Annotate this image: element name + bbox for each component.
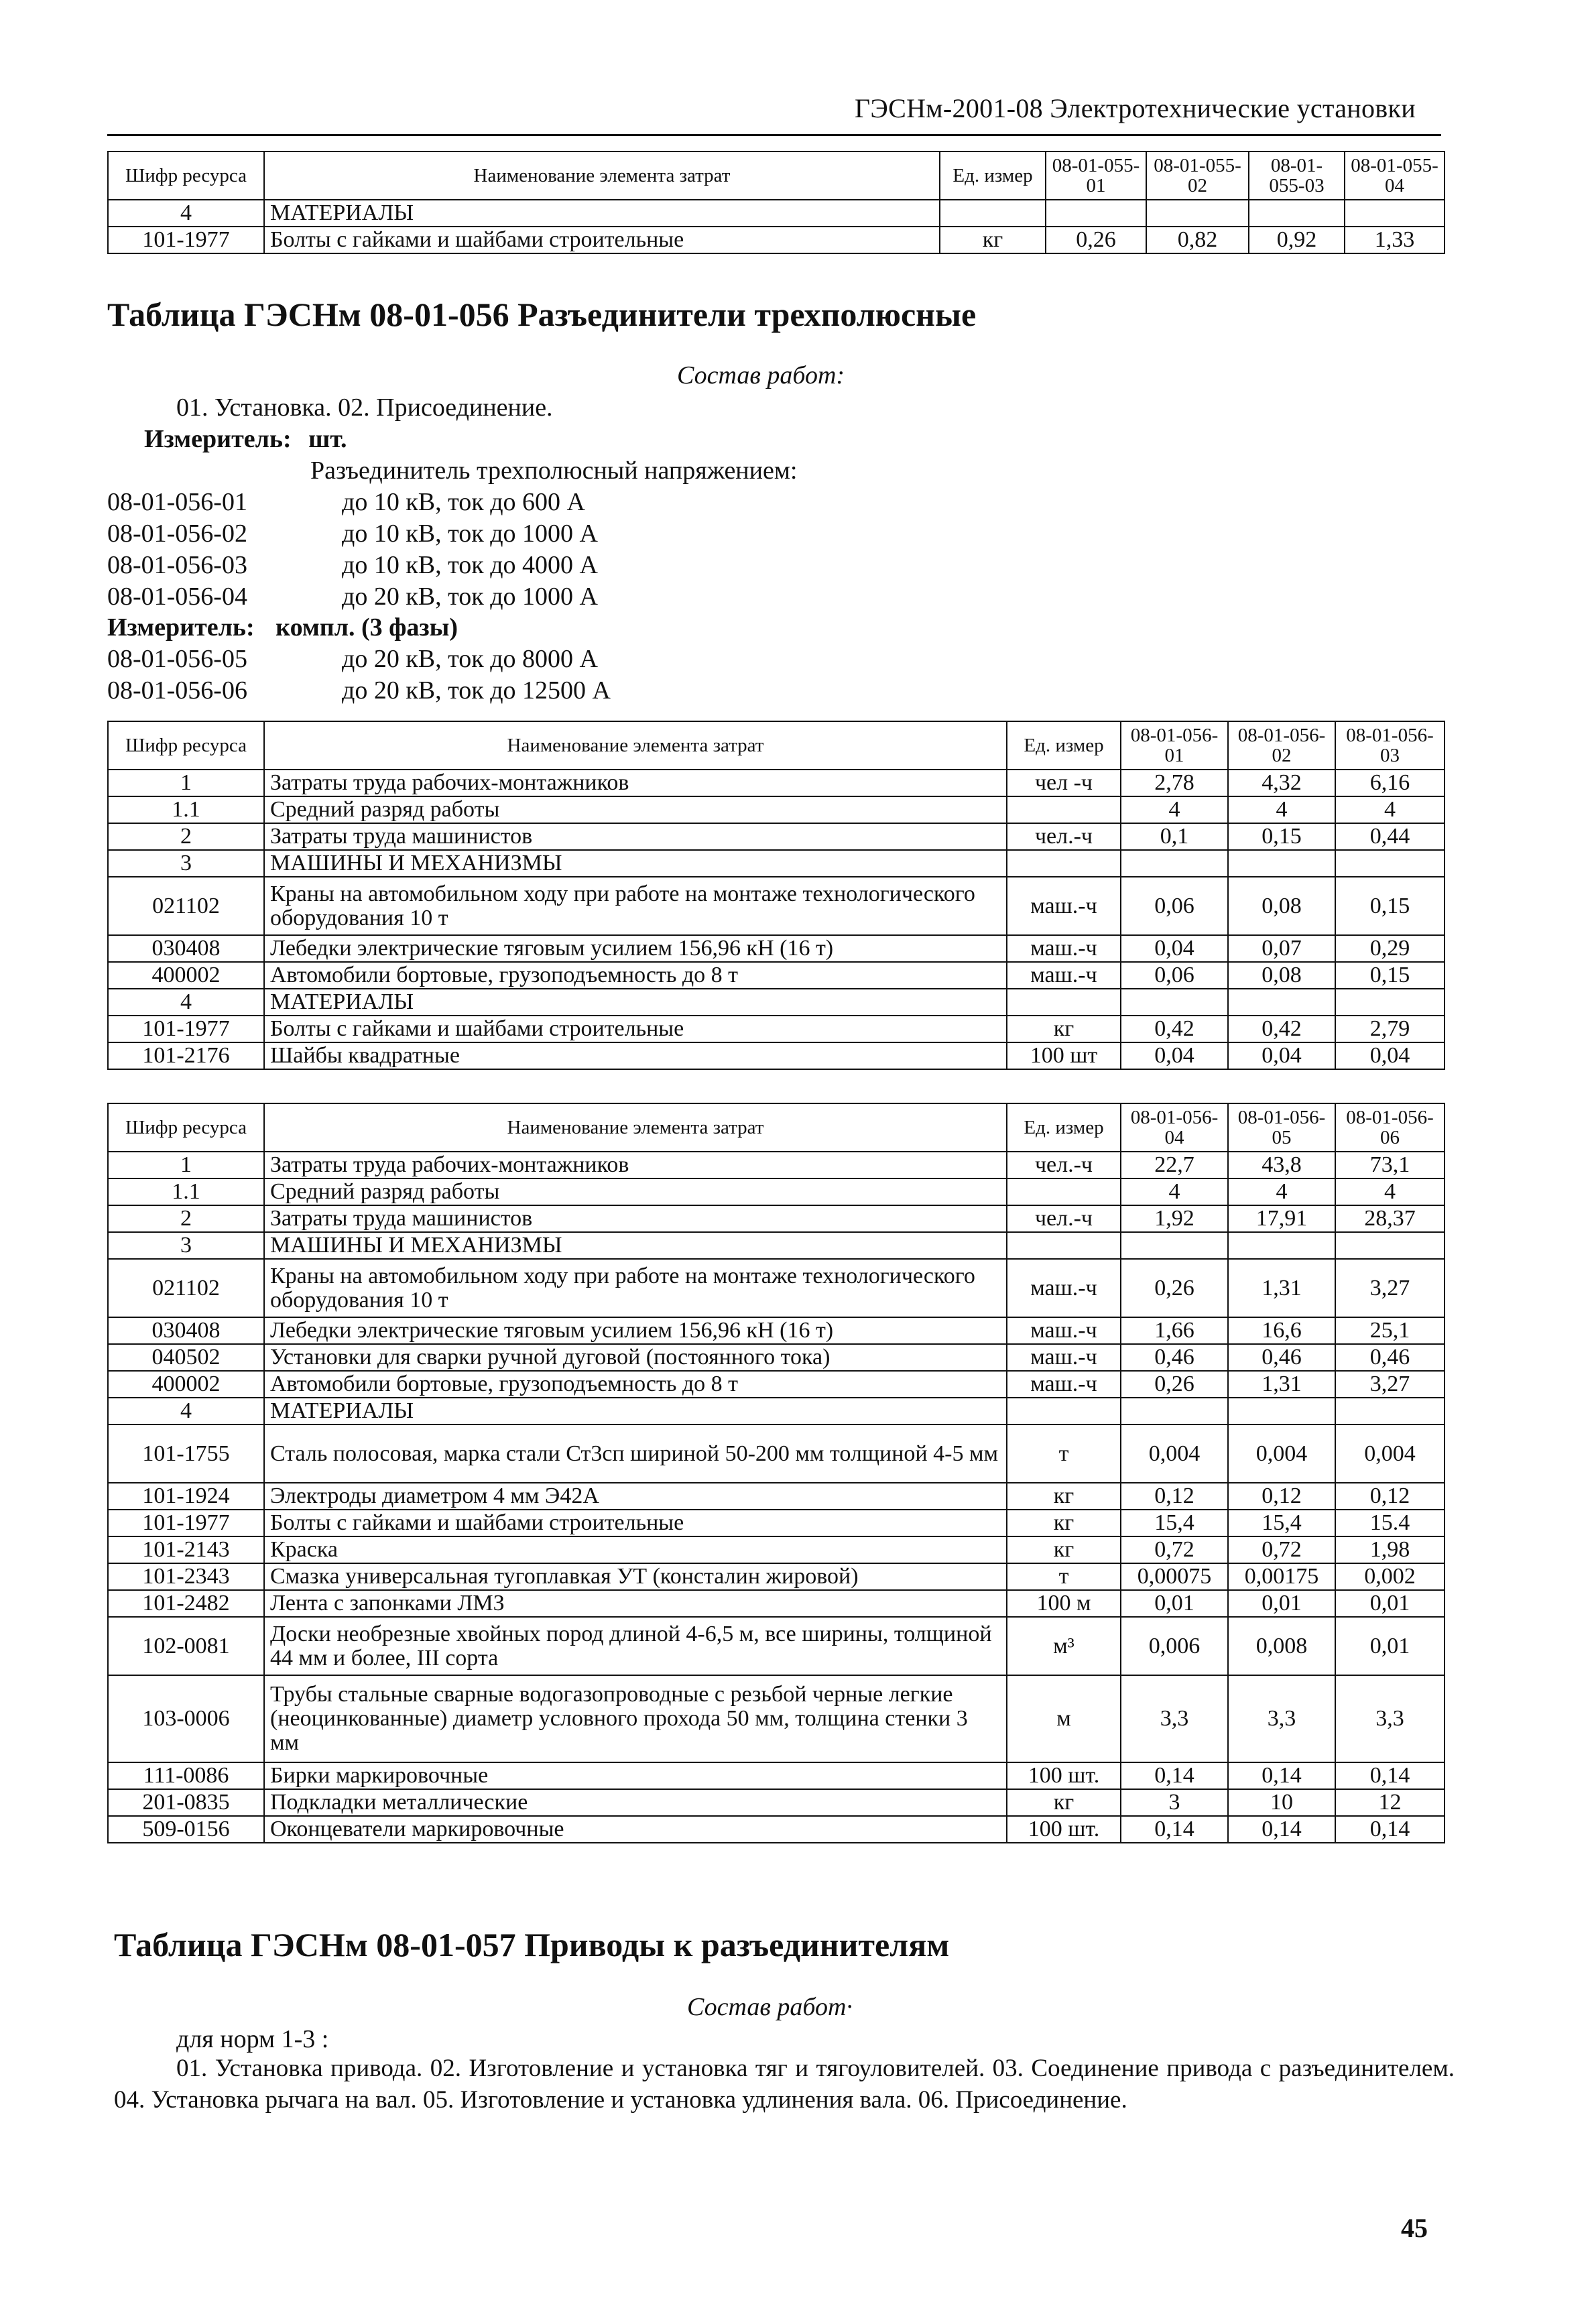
resource-code: 101-1977 [108,1016,264,1042]
table-row [108,823,1445,850]
col-header-unit: Ед. измер [1007,721,1121,770]
value-cell: 0,01 [1335,1617,1445,1675]
unit-cell: кг [1007,1789,1121,1816]
unit-cell: кг [1007,1483,1121,1510]
value-cell: 0,42 [1121,1016,1228,1042]
cost-item-name: Лебедки электрические тяговым усилием 156,96 кН (16 т) [264,935,1007,962]
unit-cell: кг [1007,1510,1121,1536]
table-row [108,935,1445,962]
col-header-name: Наименование элемента затрат [264,721,1007,770]
value-cell: 4,32 [1228,770,1335,796]
value-cell: 0,46 [1335,1344,1445,1371]
table-055 [107,151,1445,254]
section-row [108,989,1445,1016]
value-cell: 17,91 [1228,1205,1335,1232]
value-cell: 3,3 [1228,1675,1335,1762]
meter-row-1 [144,424,347,454]
section-row [108,200,1445,227]
norms-label-057: для норм 1-3 : [176,2025,329,2053]
value-cell [1345,200,1445,227]
composition-heading-057: Состав работ· [687,1993,853,2021]
resource-code: 4 [108,989,264,1016]
meter-label: Измеритель: [144,425,292,453]
resource-code: 3 [108,850,264,877]
value-cell: 22,7 [1121,1152,1228,1178]
unit-cell [1007,850,1121,877]
resource-code: 030408 [108,935,264,962]
value-cell: 0,07 [1228,935,1335,962]
norm-list-item [107,676,611,705]
value-cell: 0,14 [1335,1762,1445,1789]
value-cell: 1,98 [1335,1536,1445,1563]
value-cell: 0,14 [1335,1816,1445,1843]
resource-code: 101-2343 [108,1563,264,1590]
unit-cell: м [1007,1675,1121,1762]
resource-code: 101-2176 [108,1042,264,1069]
table-row [108,962,1445,989]
value-cell [1146,200,1249,227]
value-cell: 0,004 [1335,1424,1445,1483]
col-header-norm: 08-01-056-03 [1335,721,1445,770]
value-cell: 1,92 [1121,1205,1228,1232]
value-cell: 3,3 [1121,1675,1228,1762]
resource-code: 1.1 [108,1178,264,1205]
col-header-code: Шифр ресурса [108,1103,264,1152]
resource-code: 3 [108,1232,264,1259]
col-header-unit: Ед. измер [940,151,1046,200]
norm-code: 08-01-056-01 [107,488,247,516]
cost-item-name: Трубы стальные сварные водогазопроводные с резьбой черные легкие (неоцинкованные) диаметр условного прохода 50 мм, толщина стенки 3 мм [264,1675,1007,1762]
value-cell: 0,92 [1249,227,1345,253]
value-cell: 0,12 [1228,1483,1335,1510]
resource-code: 101-1977 [108,1510,264,1536]
unit-cell [1007,1398,1121,1424]
norm-code: 08-01-056-03 [107,551,247,579]
value-cell: 6,16 [1335,770,1445,796]
value-cell: 3,27 [1335,1371,1445,1398]
value-cell: 0,12 [1121,1483,1228,1510]
cost-item-name: Лебедки электрические тяговым усилием 156,96 кН (16 т) [264,1317,1007,1344]
resource-code: 030408 [108,1317,264,1344]
unit-cell: чел.-ч [1007,1205,1121,1232]
value-cell: 0,82 [1146,227,1249,253]
col-header-norm: 08-01-056-05 [1228,1103,1335,1152]
norm-intro: Разъединитель трехполюсный напряжением: [310,457,798,485]
resource-code: 400002 [108,1371,264,1398]
resource-code: 021102 [108,1259,264,1317]
value-cell: 0,06 [1121,877,1228,935]
norm-description: до 20 кВ, ток до 12500 А [342,676,611,705]
meter-value-2: компл. (3 фазы) [275,613,458,642]
table-row [108,1317,1445,1344]
unit-cell: маш.-ч [1007,1317,1121,1344]
table-row [108,1563,1445,1590]
value-cell: 0,44 [1335,823,1445,850]
cost-item-name: Электроды диаметром 4 мм Э42А [264,1483,1007,1510]
value-cell: 0,1 [1121,823,1228,850]
value-cell: 0,26 [1121,1259,1228,1317]
value-cell: 15.4 [1335,1510,1445,1536]
table-row [108,227,1445,253]
unit-cell: маш.-ч [1007,962,1121,989]
resource-code: 1 [108,1152,264,1178]
table-row [108,1259,1445,1317]
value-cell [1335,989,1445,1016]
unit-cell: 100 шт [1007,1042,1121,1069]
unit-cell: кг [940,227,1046,253]
cost-item-name: Автомобили бортовые, грузоподъемность до 8 т [264,962,1007,989]
value-cell: 0,14 [1228,1816,1335,1843]
cost-item-name: Оконцеватели маркировочные [264,1816,1007,1843]
cost-item-name: Затраты труда машинистов [264,1205,1007,1232]
cost-item-name: Болты с гайками и шайбами строительные [264,1510,1007,1536]
value-cell [1121,1232,1228,1259]
unit-cell: 100 м [1007,1590,1121,1617]
value-cell: 4 [1121,796,1228,823]
value-cell: 0,08 [1228,962,1335,989]
resource-code: 101-1755 [108,1424,264,1483]
cost-item-name: Краны на автомобильном ходу при работе на монтаже технологического оборудования 10 т [264,1259,1007,1317]
unit-cell: кг [1007,1536,1121,1563]
section-heading: МАТЕРИАЛЫ [264,1398,1007,1424]
unit-cell: чел.-ч [1007,1152,1121,1178]
cost-item-name: Бирки маркировочные [264,1762,1007,1789]
col-header-norm: 08-01-056-06 [1335,1103,1445,1152]
cost-item-name: Смазка универсальная тугоплавкая УТ (консталин жировой) [264,1563,1007,1590]
table-056-a [107,721,1445,1070]
value-cell: 1,66 [1121,1317,1228,1344]
resource-code: 101-2482 [108,1590,264,1617]
value-cell: 0,06 [1121,962,1228,989]
section-row [108,1398,1445,1424]
value-cell: 0,002 [1335,1563,1445,1590]
cost-item-name: Лента с запонками ЛМЗ [264,1590,1007,1617]
col-header-norm: 08-01-055-02 [1146,151,1249,200]
value-cell: 73,1 [1335,1152,1445,1178]
value-cell: 4 [1335,796,1445,823]
meter-row-2 [107,613,458,642]
value-cell: 43,8 [1228,1152,1335,1178]
norm-description: до 10 кВ, ток до 1000 А [342,520,598,548]
value-cell: 1,31 [1228,1259,1335,1317]
cost-item-name: Подкладки металлические [264,1789,1007,1816]
resource-code: 509-0156 [108,1816,264,1843]
value-cell: 0,42 [1228,1016,1335,1042]
section-heading: МАШИНЫ И МЕХАНИЗМЫ [264,850,1007,877]
meter-value-1: шт. [308,425,347,453]
resource-code: 102-0081 [108,1617,264,1675]
value-cell: 0,01 [1121,1590,1228,1617]
col-header-code: Шифр ресурса [108,721,264,770]
norm-code: 08-01-056-06 [107,676,247,705]
unit-cell: чел.-ч [1007,823,1121,850]
col-header-norm: 08-01-055-01 [1046,151,1146,200]
value-cell: 16,6 [1228,1317,1335,1344]
norm-list-item [107,582,598,611]
value-cell [1121,850,1228,877]
table-row [108,1152,1445,1178]
resource-code: 1.1 [108,796,264,823]
unit-cell [1007,989,1121,1016]
resource-code: 111-0086 [108,1762,264,1789]
value-cell: 0,04 [1121,935,1228,962]
cost-item-name: Установки для сварки ручной дуговой (постоянного тока) [264,1344,1007,1371]
value-cell: 0,14 [1121,1762,1228,1789]
value-cell [1046,200,1146,227]
unit-cell: маш.-ч [1007,935,1121,962]
value-cell: 0,26 [1046,227,1146,253]
section-heading: МАТЕРИАЛЫ [264,989,1007,1016]
unit-cell: маш.-ч [1007,1371,1121,1398]
resource-code: 1 [108,770,264,796]
value-cell: 0,08 [1228,877,1335,935]
value-cell: 1,31 [1228,1371,1335,1398]
unit-cell: 100 шт. [1007,1762,1121,1789]
section-row [108,850,1445,877]
resource-code: 2 [108,1205,264,1232]
table-row [108,1178,1445,1205]
value-cell [1335,850,1445,877]
cost-item-name: Шайбы квадратные [264,1042,1007,1069]
value-cell [1121,989,1228,1016]
value-cell: 12 [1335,1789,1445,1816]
norm-list-item [107,487,585,517]
value-cell: 0,46 [1121,1344,1228,1371]
cost-item-name: Болты с гайками и шайбами строительные [264,227,940,253]
norm-list-item [107,519,598,548]
norm-code: 08-01-056-02 [107,520,247,548]
unit-cell: чел -ч [1007,770,1121,796]
value-cell: 3 [1121,1789,1228,1816]
cost-item-name: Болты с гайками и шайбами строительные [264,1016,1007,1042]
value-cell: 0,00075 [1121,1563,1228,1590]
table-056-b [107,1103,1445,1843]
table-header-row [108,1103,1445,1152]
table-row [108,1483,1445,1510]
composition-heading-056: Состав работ: [677,361,845,389]
resource-code: 400002 [108,962,264,989]
resource-code: 101-2143 [108,1536,264,1563]
resource-code: 2 [108,823,264,850]
cost-item-name: Средний разряд работы [264,796,1007,823]
value-cell: 2,79 [1335,1016,1445,1042]
unit-cell: кг [1007,1016,1121,1042]
section-heading: МАТЕРИАЛЫ [264,200,940,227]
value-cell: 15,4 [1121,1510,1228,1536]
value-cell: 0,29 [1335,935,1445,962]
table-header-row [108,151,1445,200]
value-cell: 0,15 [1335,877,1445,935]
col-header-norm: 08-01-056-01 [1121,721,1228,770]
norm-description: до 20 кВ, ток до 1000 А [342,583,598,611]
unit-cell: м³ [1007,1617,1121,1675]
value-cell: 0,15 [1228,823,1335,850]
cost-item-name: Автомобили бортовые, грузоподъемность до 8 т [264,1371,1007,1398]
unit-cell: маш.-ч [1007,877,1121,935]
value-cell: 2,78 [1121,770,1228,796]
unit-cell [1007,796,1121,823]
table-row [108,796,1445,823]
resource-code: 101-1977 [108,227,264,253]
resource-code: 4 [108,200,264,227]
composition-text-057: 01. Установка привода. 02. Изготовление и установка тяг и тягоуловителей. 03. Соединение привода с разъединителем. 04. Установка рычага на вал. 05. Изготовление и установка удлинения вала. 06. Присоединение. [114,2055,1455,2114]
col-header-norm: 08-01-055-04 [1345,151,1445,200]
unit-cell [1007,1232,1121,1259]
value-cell [1228,850,1335,877]
table-row [108,877,1445,935]
table-row [108,1675,1445,1762]
unit-cell: маш.-ч [1007,1259,1121,1317]
value-cell: 0,46 [1228,1344,1335,1371]
value-cell: 1,33 [1345,227,1445,253]
value-cell: 3,27 [1335,1259,1445,1317]
table-row [108,1424,1445,1483]
norm-code: 08-01-056-05 [107,645,247,673]
value-cell: 3,3 [1335,1675,1445,1762]
table-row [108,1344,1445,1371]
col-header-code: Шифр ресурса [108,151,264,200]
value-cell: 0,15 [1335,962,1445,989]
value-cell: 0,004 [1228,1424,1335,1483]
value-cell: 0,00175 [1228,1563,1335,1590]
table-row [108,770,1445,796]
norm-list-item [107,644,598,674]
value-cell: 10 [1228,1789,1335,1816]
value-cell: 0,26 [1121,1371,1228,1398]
value-cell: 0,006 [1121,1617,1228,1675]
norm-list-item [107,550,598,580]
unit-cell: 100 шт. [1007,1816,1121,1843]
value-cell: 4 [1228,1178,1335,1205]
page-header-title: ГЭСНм-2001-08 Электротехнические установки [855,93,1416,123]
section-row [108,1232,1445,1259]
resource-code: 4 [108,1398,264,1424]
col-header-name: Наименование элемента затрат [264,151,940,200]
meter-label: Измеритель: [107,613,255,642]
norm-code: 08-01-056-04 [107,583,247,611]
norm-description: до 20 кВ, ток до 8000 А [342,645,598,673]
table-row [108,1536,1445,1563]
cost-item-name: Доски необрезные хвойных пород длиной 4-6,5 м, все ширины, толщиной 44 мм и более, III сорта [264,1617,1007,1675]
value-cell: 0,14 [1228,1762,1335,1789]
table-row [108,1371,1445,1398]
composition-text-056: 01. Установка. 02. Присоединение. [176,393,553,422]
table-row [108,1510,1445,1536]
col-header-name: Наименование элемента затрат [264,1103,1007,1152]
value-cell [1228,989,1335,1016]
resource-code: 101-1924 [108,1483,264,1510]
resource-code: 201-0835 [108,1789,264,1816]
table-row [108,1590,1445,1617]
unit-cell: т [1007,1563,1121,1590]
resource-code: 103-0006 [108,1675,264,1762]
value-cell [1249,200,1345,227]
cost-item-name: Краны на автомобильном ходу при работе на монтаже технологического оборудования 10 т [264,877,1007,935]
value-cell: 0,01 [1228,1590,1335,1617]
cost-item-name: Затраты труда машинистов [264,823,1007,850]
value-cell: 15,4 [1228,1510,1335,1536]
norm-description: до 10 кВ, ток до 600 А [342,488,585,516]
col-header-unit: Ед. измер [1007,1103,1121,1152]
col-header-norm: 08-01-055-03 [1249,151,1345,200]
table-row [108,1016,1445,1042]
value-cell [1228,1398,1335,1424]
cost-item-name: Затраты труда рабочих-монтажников [264,770,1007,796]
section-title-056: Таблица ГЭСНм 08-01-056 Разъединители трехполюсные [107,296,977,333]
cost-item-name: Сталь полосовая, марка стали Ст3сп шириной 50-200 мм толщиной 4-5 мм [264,1424,1007,1483]
value-cell: 0,72 [1121,1536,1228,1563]
value-cell [1228,1232,1335,1259]
section-title-057: Таблица ГЭСНм 08-01-057 Приводы к разъединителям [114,1926,950,1963]
col-header-norm: 08-01-056-04 [1121,1103,1228,1152]
unit-cell [940,200,1046,227]
table-row [108,1762,1445,1789]
page-number: 45 [1401,2213,1428,2243]
section-heading: МАШИНЫ И МЕХАНИЗМЫ [264,1232,1007,1259]
value-cell: 28,37 [1335,1205,1445,1232]
value-cell [1335,1398,1445,1424]
value-cell: 4 [1228,796,1335,823]
value-cell: 0,04 [1228,1042,1335,1069]
col-header-norm: 08-01-056-02 [1228,721,1335,770]
unit-cell: т [1007,1424,1121,1483]
value-cell: 0,004 [1121,1424,1228,1483]
resource-code: 021102 [108,877,264,935]
unit-cell [1007,1178,1121,1205]
cost-item-name: Средний разряд работы [264,1178,1007,1205]
value-cell [1121,1398,1228,1424]
value-cell: 4 [1335,1178,1445,1205]
table-row [108,1789,1445,1816]
table-row [108,1816,1445,1843]
value-cell: 25,1 [1335,1317,1445,1344]
value-cell: 4 [1121,1178,1228,1205]
value-cell: 0,008 [1228,1617,1335,1675]
value-cell: 0,14 [1121,1816,1228,1843]
table-row [108,1042,1445,1069]
cost-item-name: Затраты труда рабочих-монтажников [264,1152,1007,1178]
value-cell: 0,12 [1335,1483,1445,1510]
value-cell: 0,01 [1335,1590,1445,1617]
unit-cell: маш.-ч [1007,1344,1121,1371]
table-header-row [108,721,1445,770]
table-row [108,1617,1445,1675]
value-cell: 0,04 [1121,1042,1228,1069]
header-divider [107,134,1441,136]
value-cell: 0,72 [1228,1536,1335,1563]
value-cell [1335,1232,1445,1259]
table-row [108,1205,1445,1232]
cost-item-name: Краска [264,1536,1007,1563]
norm-description: до 10 кВ, ток до 4000 А [342,551,598,579]
resource-code: 040502 [108,1344,264,1371]
value-cell: 0,04 [1335,1042,1445,1069]
